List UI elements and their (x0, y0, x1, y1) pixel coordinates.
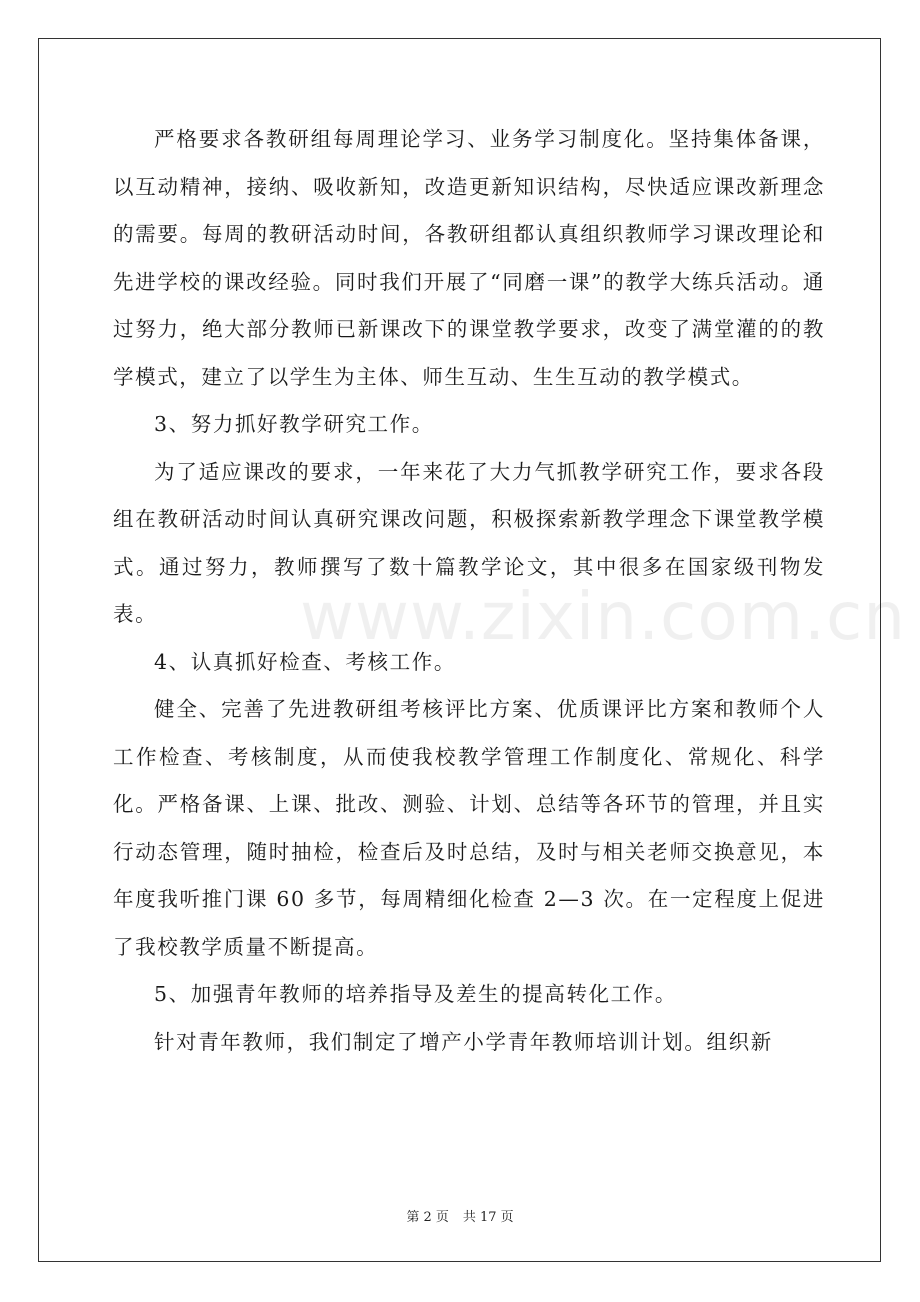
paragraph-3: 健全、完善了先进教研组考核评比方案、优质课评比方案和教师个人工作检查、考核制度，从而使我校教学管理工作制度化、常规化、科学化。严格备课、上课、批改、测验、计划、总结等各环节的管理，并且实行动态管理，随时抽检，检查后及时总结，及时与相关老师交换意见，本年度我听推门课 60 多节，每周精细化检查 2—3 次。在一定程度上促进了我校教学质量不断提高。 (113, 697, 825, 959)
watermark: www.zixin.com.cn (300, 578, 907, 655)
heading-4: 4、认真抓好检查、考核工作。 (154, 649, 456, 674)
current-page-label: 第 2 页 (406, 1210, 449, 1225)
heading-3: 3、努力抓好教学研究工作。 (154, 412, 434, 436)
paragraph-2: 为了适应课改的要求，一年来花了大力气抓教学研究工作，要求各段组在教研活动时间认真研究课改问题，积极探索新教学理念下课堂教学模式。通过努力，教师撰写了数十篇教学论文，其中很多在国家级刊物发表。 (113, 459, 825, 626)
total-pages-label: 共 17 页 (462, 1210, 514, 1225)
document-body (113, 116, 825, 1066)
page-footer (0, 1206, 920, 1225)
paragraph-1: 严格要求各教研组每周理论学习、业务学习制度化。坚持集体备课，以互动精神，接纳、吸收新知，改造更新知识结构，尽快适应课改新理念的需要。每周的教研活动时间，各教研组都认真组织教师学习课改理论和先进学校的课改经验。同时我们开展了“同磨一课”的教学大练兵活动。通过努力，绝大部分教师已新课改下的课堂教学要求，改变了满堂灌的的教学模式，建立了以学生为主体、师生互动、生生互动的教学模式。 (113, 127, 825, 389)
heading-5: 5、加强青年教师的培养指导及差生的提高转化工作。 (154, 982, 677, 1006)
paragraph-4: 针对青年教师，我们制定了增产小学青年教师培训计划。组织新 (154, 1029, 773, 1054)
